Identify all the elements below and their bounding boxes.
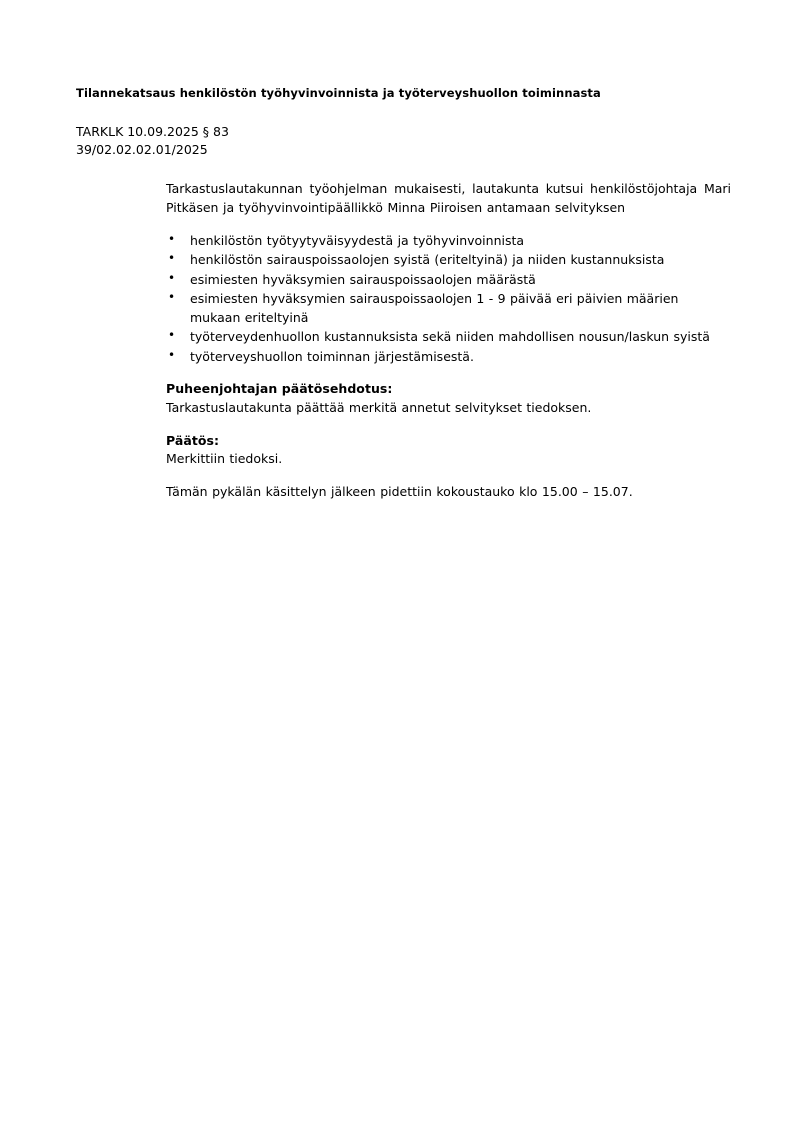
closing-paragraph: Tämän pykälän käsittelyn jälkeen pidettiin kokoustauko klo 15.00 – 15.07. — [166, 484, 633, 499]
proposal-heading: Puheenjohtajan päätösehdotus: — [166, 381, 393, 396]
list-item: • esimiesten hyväksymien sairauspoissaolojen 1 - 9 päivää eri päivien määrien mukaan eriteltyinä — [166, 290, 731, 327]
list-item: • henkilöstön sairauspoissaolojen syistä (eriteltyinä) ja niiden kustannuksista — [166, 251, 731, 270]
intro-paragraph: Tarkastuslautakunnan työohjelman mukaisesti, lautakunta kutsui henkilöstöjohtaja Mari Pitkäsen ja työhyvinvointipäällikkö Minna Piiroisen antamaan selvityksen — [166, 181, 731, 215]
proposal-text: Tarkastuslautakunta päättää merkitä annetut selvitykset tiedoksen. — [166, 399, 592, 415]
page-title: Tilannekatsaus henkilöstön työhyvinvoinnista ja työterveyshuollon toiminnasta — [76, 86, 601, 100]
document-body — [166, 180, 731, 502]
list-item: • työterveyshuollon toiminnan järjestämisestä. — [166, 348, 731, 367]
list-item: • esimiesten hyväksymien sairauspoissaolojen määrästä — [166, 271, 731, 290]
list-item: • henkilöstön työtyytyväisyydestä ja työhyvinvoinnista — [166, 232, 731, 251]
decision-text: Merkittiin tiedoksi. — [166, 451, 283, 467]
document-meta — [76, 123, 376, 159]
case-number: 39/02.02.02.01/2025 — [76, 142, 208, 158]
decision-section — [166, 432, 731, 470]
meeting-reference: TARKLK 10.09.2025 § 83 — [76, 124, 229, 139]
proposal-section — [166, 380, 731, 418]
decision-heading: Päätös: — [166, 432, 220, 448]
topics-list — [166, 232, 731, 367]
list-item: • työterveydenhuollon kustannuksista sekä niiden mahdollisen nousun/laskun syistä — [166, 328, 731, 347]
